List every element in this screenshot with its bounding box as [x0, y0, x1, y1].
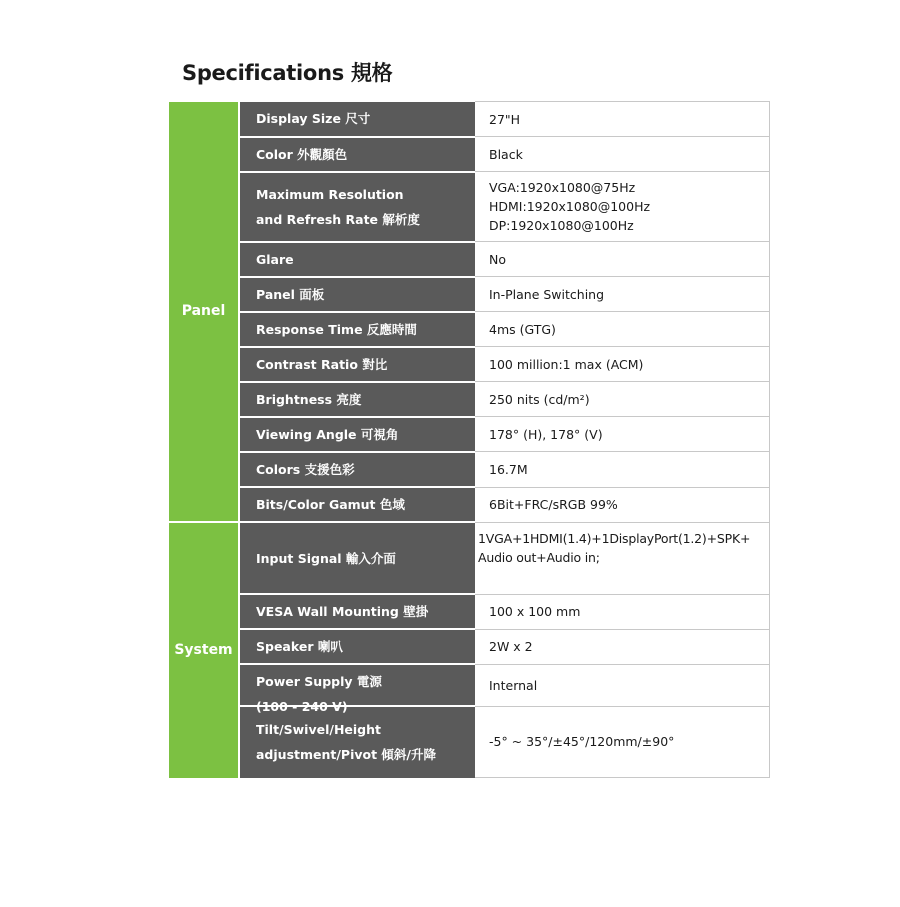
table-row: [169, 417, 769, 452]
spec-label-text: Colors 支援色彩: [256, 461, 355, 477]
spec-value: [475, 487, 769, 522]
section-label: Panel: [181, 303, 226, 320]
spec-value: [475, 347, 769, 382]
spec-label: [239, 706, 475, 777]
spec-label-text: VESA Wall Mounting 壁掛: [256, 604, 429, 620]
table-row: [169, 487, 769, 522]
spec-label-text: Power Supply 電源 (100 - 240 V): [256, 674, 382, 715]
spec-value-text: 27"H: [489, 111, 521, 127]
table-row: [169, 594, 769, 629]
spec-value: [475, 664, 769, 706]
spec-value-text: 16.7M: [489, 461, 528, 477]
section-panel: [169, 102, 239, 523]
spec-label: [239, 594, 475, 629]
spec-label: [239, 382, 475, 417]
spec-value-text: In-Plane Switching: [489, 286, 605, 302]
table-row: [169, 629, 769, 664]
spec-value-text: 4ms (GTG): [489, 321, 556, 337]
spec-value: [475, 102, 769, 137]
table-row: [169, 172, 769, 242]
spec-label: [239, 664, 475, 715]
spec-label: [239, 347, 475, 382]
spec-value: [475, 312, 769, 347]
table-row: [169, 706, 769, 777]
table-row: [169, 277, 769, 312]
spec-label-text: Panel 面板: [256, 286, 325, 302]
spec-label-text: Input Signal 輸入介面: [256, 550, 396, 566]
specifications-table: [169, 101, 770, 778]
spec-value: [475, 277, 769, 312]
spec-label: [239, 277, 475, 312]
spec-label: [239, 137, 475, 172]
spec-value-text: 250 nits (cd/m²): [489, 391, 590, 407]
spec-label: [239, 172, 475, 242]
spec-value-text: Internal: [489, 677, 538, 693]
spec-label-text: Brightness 亮度: [256, 391, 362, 407]
spec-value: [475, 522, 769, 594]
spec-value: [475, 594, 769, 629]
spec-value-text: 100 million:1 max (ACM): [489, 356, 644, 372]
table-row: [169, 664, 769, 706]
spec-label-text: Tilt/Swivel/Height adjustment/Pivot 傾斜/升降: [256, 722, 436, 763]
spec-value: [475, 452, 769, 487]
spec-label-text: Bits/Color Gamut 色域: [256, 497, 405, 513]
table-row: [169, 347, 769, 382]
spec-value-text: No: [489, 251, 506, 267]
spec-value: [475, 706, 769, 777]
spec-value: [475, 137, 769, 172]
spec-value-text: 6Bit+FRC/sRGB 99%: [489, 497, 618, 513]
spec-label-text: Speaker 喇叭: [256, 639, 343, 655]
spec-label-text: Glare: [256, 251, 294, 267]
spec-value-text: VGA:1920x1080@75Hz HDMI:1920x1080@100Hz DP:1920x1080@100Hz: [489, 180, 651, 234]
table-row: [169, 452, 769, 487]
spec-value-text: Black: [489, 146, 523, 162]
spec-label: [239, 452, 475, 487]
spec-value-text: -5° ~ 35°/±45°/120mm/±90°: [489, 734, 675, 750]
spec-value: [475, 382, 769, 417]
spec-label: [239, 522, 475, 594]
table-row: [169, 242, 769, 277]
spec-label-text: Viewing Angle 可視角: [256, 426, 399, 442]
spec-label-text: Color 外觀顏色: [256, 146, 348, 162]
spec-label-text: Contrast Ratio 對比: [256, 356, 388, 372]
spec-value: [475, 172, 769, 242]
spec-label: [239, 417, 475, 452]
spec-label: [239, 487, 475, 522]
spec-label: [239, 102, 475, 137]
section-system: [169, 522, 239, 777]
table-row: [169, 522, 769, 594]
spec-label-text: Display Size 尺寸: [256, 111, 371, 127]
spec-label: [239, 312, 475, 347]
spec-value-text: 1VGA+1HDMI(1.4)+1DisplayPort(1.2)+SPK+ Audio out+Audio in;: [478, 530, 751, 565]
spec-label-text: Response Time 反應時間: [256, 321, 417, 337]
page-title: Specifications 規格: [182, 61, 393, 85]
table-row: [169, 137, 769, 172]
spec-value: [475, 242, 769, 277]
spec-label-text: Maximum Resolution and Refresh Rate 解析度: [256, 186, 420, 227]
spec-label: [239, 242, 475, 277]
section-label: System: [174, 642, 233, 659]
table-row: [169, 382, 769, 417]
spec-value: [475, 629, 769, 664]
spec-value-text: 178° (H), 178° (V): [489, 426, 603, 442]
spec-label: [239, 629, 475, 664]
table-row: [169, 102, 769, 137]
spec-value: [475, 417, 769, 452]
spec-value-text: 2W x 2: [489, 639, 533, 655]
spec-value-text: 100 x 100 mm: [489, 604, 581, 620]
table-row: [169, 312, 769, 347]
